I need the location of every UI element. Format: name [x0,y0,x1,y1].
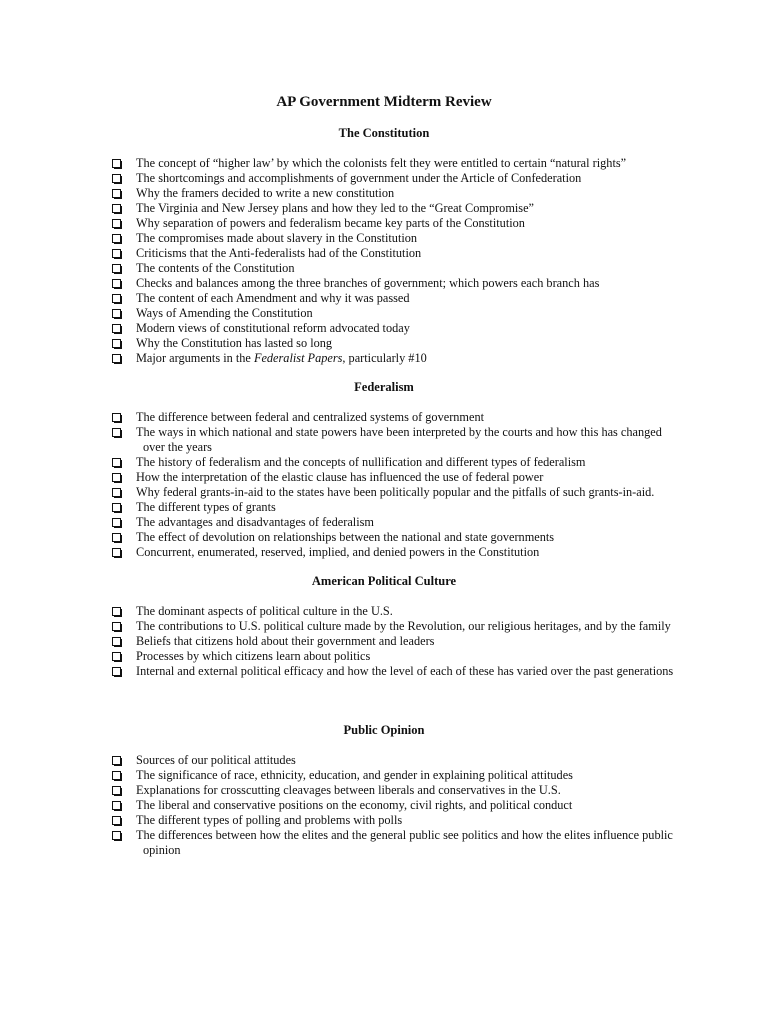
checklist-item[interactable]: The dominant aspects of political culture in the U.S. [0,604,768,619]
checklist-item[interactable]: Processes by which citizens learn about politics [0,649,768,664]
checklist-item[interactable]: The compromises made about slavery in the Constitution [0,231,768,246]
checkbox-icon[interactable] [112,159,122,169]
checklist-item[interactable]: Modern views of constitutional reform advocated today [0,321,768,336]
checklist-item[interactable]: The shortcomings and accomplishments of government under the Article of Confederation [0,171,768,186]
checkbox-icon[interactable] [112,219,122,229]
checklist-item[interactable]: The history of federalism and the concepts of nullification and different types of federalism [0,455,768,470]
checkbox-icon[interactable] [112,533,122,543]
federalism-checklist [0,410,768,560]
checklist-item[interactable]: Why the framers decided to write a new constitution [0,186,768,201]
checklist-item[interactable]: Explanations for crosscutting cleavages between liberals and conservatives in the U.S. [0,783,768,798]
checklist-item[interactable]: The advantages and disadvantages of federalism [0,515,768,530]
checklist-item[interactable]: The difference between federal and centralized systems of government [0,410,768,425]
checklist-item[interactable]: The ways in which national and state powers have been interpreted by the courts and how this has changed over the years [0,425,768,455]
checklist-item[interactable]: Beliefs that citizens hold about their government and leaders [0,634,768,649]
checkbox-icon[interactable] [112,174,122,184]
checklist-item[interactable]: The Virginia and New Jersey plans and how they led to the “Great Compromise” [0,201,768,216]
checklist-item[interactable]: The different types of grants [0,500,768,515]
checklist-item[interactable]: Why separation of powers and federalism became key parts of the Constitution [0,216,768,231]
checkbox-icon[interactable] [112,637,122,647]
checkbox-icon[interactable] [112,831,122,841]
checkbox-icon[interactable] [112,189,122,199]
checkbox-icon[interactable] [112,249,122,259]
checklist-item[interactable]: The content of each Amendment and why it was passed [0,291,768,306]
checkbox-icon[interactable] [112,548,122,558]
checklist-item[interactable]: The significance of race, ethnicity, education, and gender in explaining political attitudes [0,768,768,783]
checklist-item[interactable]: The differences between how the elites and the general public see politics and how the elites influence public opinion [0,828,768,858]
checkbox-icon[interactable] [112,354,122,364]
checkbox-icon[interactable] [112,473,122,483]
checkbox-icon[interactable] [112,204,122,214]
checklist-item[interactable]: Internal and external political efficacy and how the level of each of these has varied over the past generations [0,664,768,679]
checkbox-icon[interactable] [112,622,122,632]
federalist-papers-title: Federalist Papers [253,351,343,365]
checklist-item[interactable]: The concept of “higher law’ by which the colonists felt they were entitled to certain “natural rights” [0,156,768,171]
checkbox-icon[interactable] [112,756,122,766]
checkbox-icon[interactable] [112,488,122,498]
checkbox-icon[interactable] [112,428,122,438]
political-culture-checklist [0,604,768,679]
checklist-item[interactable]: Checks and balances among the three branches of government; which powers each branch has [0,276,768,291]
checklist-item[interactable]: How the interpretation of the elastic clause has influenced the use of federal power [0,470,768,485]
checkbox-icon[interactable] [112,667,122,677]
checkbox-icon[interactable] [112,503,122,513]
checkbox-icon[interactable] [112,816,122,826]
document-title: AP Government Midterm Review [276,94,492,110]
checkbox-icon[interactable] [112,309,122,319]
checkbox-icon[interactable] [112,771,122,781]
checkbox-icon[interactable] [112,652,122,662]
checkbox-icon[interactable] [112,234,122,244]
checkbox-icon[interactable] [112,324,122,334]
checkbox-icon[interactable] [112,458,122,468]
public-opinion-checklist [0,753,768,858]
checkbox-icon[interactable] [112,264,122,274]
checkbox-icon[interactable] [112,339,122,349]
checklist-item[interactable]: Sources of our political attitudes [0,753,768,768]
checklist-item[interactable]: Criticisms that the Anti-federalists had of the Constitution [0,246,768,261]
checkbox-icon[interactable] [112,518,122,528]
constitution-checklist [0,156,768,366]
checklist-item[interactable]: The effect of devolution on relationships between the national and state governments [0,530,768,545]
checkbox-icon[interactable] [112,413,122,423]
section-heading-public-opinion: Public Opinion [343,723,425,737]
section-heading-political-culture: American Political Culture [311,574,457,588]
checklist-item[interactable]: The contributions to U.S. political culture made by the Revolution, our religious heritages, and by the family [0,619,768,634]
checkbox-icon[interactable] [112,279,122,289]
checkbox-icon[interactable] [112,607,122,617]
checklist-item[interactable]: Ways of Amending the Constitution [0,306,768,321]
checklist-item[interactable]: The different types of polling and problems with polls [0,813,768,828]
section-heading-federalism: Federalism [354,380,414,394]
checkbox-icon[interactable] [112,294,122,304]
section-heading-constitution: The Constitution [338,126,430,140]
checkbox-icon[interactable] [112,786,122,796]
checklist-item[interactable]: The contents of the Constitution [0,261,768,276]
checklist-item[interactable]: Concurrent, enumerated, reserved, implied, and denied powers in the Constitution [0,545,768,560]
checklist-item[interactable] [0,351,768,366]
checkbox-icon[interactable] [112,801,122,811]
checklist-item[interactable]: The liberal and conservative positions on the economy, civil rights, and political conduct [0,798,768,813]
checklist-item[interactable]: Why federal grants-in-aid to the states have been politically popular and the pitfalls of such grants-in-aid. [0,485,768,500]
item-text: Major arguments in the Federalist Papers, particularly #10 [136,351,427,365]
checklist-item[interactable]: Why the Constitution has lasted so long [0,336,768,351]
